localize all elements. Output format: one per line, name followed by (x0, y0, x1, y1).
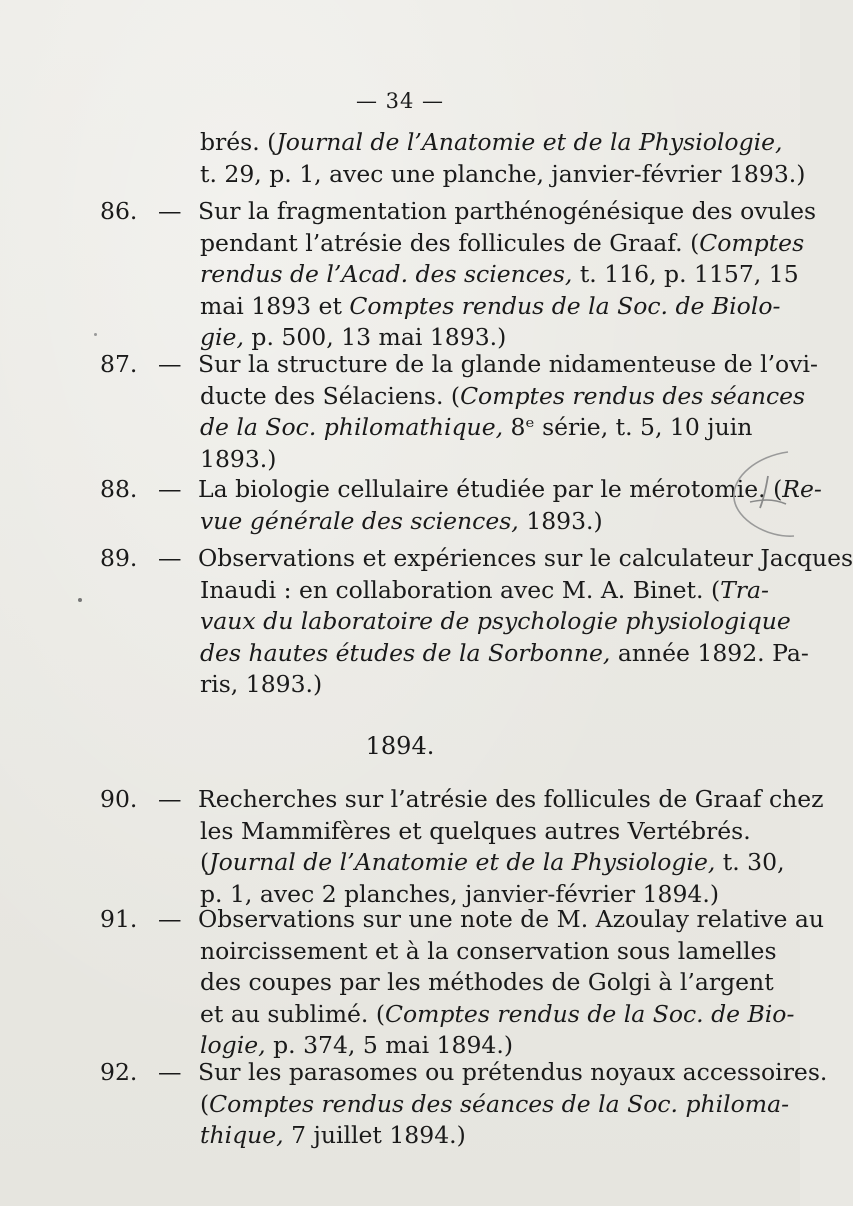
italic-run: rendus de l’Acad. des sciences, (200, 260, 573, 288)
entry-line (100, 1089, 790, 1121)
text-run: 8ᵉ série, t. 5, 10 juin (503, 413, 753, 441)
entry-line (100, 1057, 828, 1089)
italic-run: Journal de l’Anatomie et de la Physiologie, (209, 848, 716, 876)
text-run: Sur les parasomes ou prétendus noyaux accessoires. (198, 1058, 828, 1086)
text-run: t. 29, p. 1, avec une planche, janvier-février 1893.) (200, 159, 806, 188)
entry-number: 86. (100, 197, 138, 225)
entry-dash: — (158, 350, 182, 378)
entry-88 (100, 474, 822, 537)
italic-run: Comptes rendus de la Soc. de Bio- (385, 999, 795, 1028)
text-run: Sur la structure de la glande nidamenteuse de l’ovi- (198, 350, 818, 378)
italic-run: vaux du laboratoire de psychologie physiologique (200, 607, 791, 635)
entry-line (100, 1120, 710, 1152)
entry-line (100, 638, 809, 670)
text-run: p. 1, avec 2 planches, janvier-février 1894.) (200, 879, 720, 908)
italic-run: thique, (200, 1121, 284, 1149)
entry-line (100, 606, 791, 638)
text-run: Inaudi : en collaboration avec M. A. Binet. ( (200, 575, 721, 604)
text-run: ( (200, 1089, 210, 1118)
entry-line (100, 159, 806, 191)
text-run: Sur la fragmentation parthénogénésique des ovules (198, 197, 817, 225)
text-run: ( (200, 848, 210, 876)
text-run: Recherches sur l’atrésie des follicules de Graaf chez (198, 785, 824, 813)
italic-run: Journal de l’Anatomie et de la Physiologie, (276, 128, 783, 156)
italic-run: Re- (782, 475, 822, 503)
paper-speck (94, 333, 97, 336)
italic-run: logie, (200, 1031, 266, 1059)
entry-90 (100, 784, 824, 910)
text-run: La biologie cellulaire étudiée par le mérotomie. ( (198, 475, 783, 503)
entry-86 (100, 196, 817, 354)
italic-run: Tra- (720, 575, 769, 604)
text-run: 1893.) (200, 444, 277, 473)
text-run: 7 juillet 1894.) (283, 1121, 466, 1149)
text-run: Observations sur une note de M. Azoulay relative au (198, 905, 824, 933)
text-run: brés. ( (200, 128, 277, 156)
italic-run: vue générale des sciences, (200, 506, 519, 535)
text-run: p. 374, 5 mai 1894.) (265, 1031, 514, 1059)
entry-87 (100, 349, 818, 475)
italic-run: Comptes rendus des séances (460, 381, 806, 410)
text-run: et au sublimé. ( (200, 999, 386, 1028)
text-run: les Mammifères et quelques autres Vertébrés. (200, 816, 751, 845)
entry-dash: — (158, 544, 182, 572)
entry-line (100, 936, 777, 968)
year-heading: 1894. (365, 732, 435, 760)
page-number: — 34 — (355, 89, 445, 113)
entry-number: 87. (100, 350, 138, 378)
entry-line (100, 381, 806, 413)
pencil-margin-mark-icon (728, 446, 798, 546)
entry-number: 88. (100, 475, 138, 503)
text-run: 1893.) (518, 506, 603, 535)
text-run: t. 30, (715, 848, 785, 876)
entry-line (100, 847, 785, 879)
entry-number: 91. (100, 905, 138, 933)
entry-line (100, 967, 774, 999)
italic-run: des hautes études de la Sorbonne, (200, 638, 611, 667)
entry-line (100, 127, 783, 159)
text-run: pendant l’atrésie des follicules de Graaf. ( (200, 228, 700, 257)
entry-line (100, 412, 753, 444)
entry-line (100, 444, 710, 476)
entry-number: 90. (100, 785, 138, 813)
entry-85-continuation (100, 127, 806, 190)
italic-run: Comptes rendus de la Soc. de Biolo- (349, 291, 781, 320)
entry-89 (100, 543, 853, 701)
entry-line (100, 784, 824, 816)
text-run: ris, 1893.) (200, 670, 323, 698)
text-run: année 1892. Pa- (610, 638, 809, 667)
text-run: Observations et expériences sur le calculateur Jacques (198, 544, 853, 572)
italic-run: gie, (200, 323, 244, 351)
entry-line (100, 349, 818, 381)
entry-line (100, 506, 710, 538)
italic-run: Comptes (699, 228, 805, 257)
text-run: des coupes par les méthodes de Golgi à l’argent (200, 968, 774, 996)
entry-dash: — (158, 1058, 182, 1086)
entry-line (100, 291, 781, 323)
text-run: ducte des Sélaciens. ( (200, 381, 461, 410)
italic-run: Comptes rendus des séances de la Soc. philoma- (209, 1089, 790, 1118)
entry-dash: — (158, 785, 182, 813)
entry-dash: — (158, 475, 182, 503)
entry-91 (100, 904, 824, 1062)
text-run: p. 500, 13 mai 1893.) (243, 323, 507, 351)
entry-line (100, 575, 769, 607)
italic-run: de la Soc. philomathique, (200, 413, 504, 441)
entry-dash: — (158, 905, 182, 933)
entry-line (100, 904, 824, 936)
entry-line (100, 196, 817, 228)
entry-line (100, 999, 795, 1031)
entry-line (100, 543, 853, 575)
entry-line (100, 228, 805, 260)
entry-dash: — (158, 197, 182, 225)
paper-speck (78, 598, 82, 602)
entry-line (100, 669, 710, 701)
entry-92 (100, 1057, 828, 1152)
text-run: noircissement et à la conservation sous lamelles (200, 936, 777, 965)
entry-line (100, 474, 822, 506)
text-run: t. 116, p. 1157, 15 (572, 260, 799, 288)
text-run: mai 1893 et (200, 291, 350, 320)
entry-line (100, 816, 751, 848)
entry-number: 92. (100, 1058, 138, 1086)
entry-line (100, 259, 799, 291)
entry-number: 89. (100, 544, 138, 572)
